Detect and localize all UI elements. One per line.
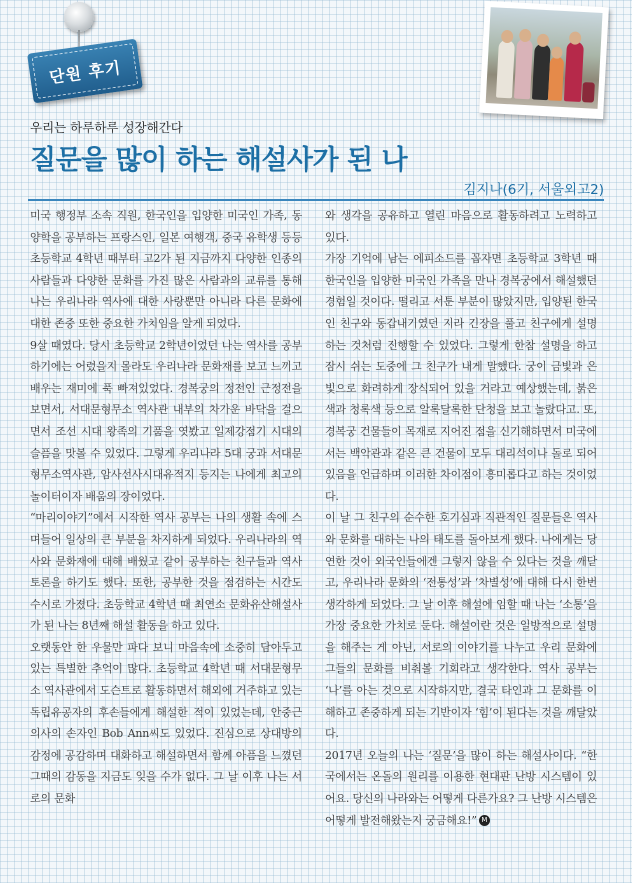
paragraph: 미국 행정부 소속 직원, 한국인을 입양한 미국인 가족, 동양학을 공부하는 프랑스인, 일본 여행객, 중국 유학생 등등 초등학교 4학년 때부터 고2가 된 지금까지 다양한 인종의 사람들과 다양한 문화를 가진 많은 사람과의 교류를 통해 나는 우리나라 역사에 대한 사랑뿐만 아니라 다른 문화에 대한 존중 또한 중요한 가치임을 알게 되었다. [30, 209, 302, 330]
article-subtitle: 우리는 하루하루 성장해간다 [30, 120, 183, 135]
badge-label: 단원 후기 [47, 57, 123, 87]
paragraph: 오랫동안 한 우물만 파다 보니 마음속에 소중히 담아두고 있는 특별한 추억이 많다. 초등학교 4학년 때 서대문형무소 역사관에서 도슨트로 활동하면서 해외에 거주하고 있는 독립유공자의 후손들에게 해설한 적이 있었는데, 안중근 의사의 손자인 Bob Ann씨도 있었다. 진심으로 상대방의 감정에 공감하며 대화하고 해설하면서 함께 아픔을 느꼈던 그때의 감동을 지금도 잊을 수가 없다. 그 날 이후 나는 서로의 문화 [30, 640, 302, 806]
paragraph-final [325, 745, 597, 831]
group-photo [479, 1, 609, 119]
article-column-left [30, 205, 302, 810]
title-divider [28, 199, 604, 201]
paragraph: “마리이야기”에서 시작한 역사 공부는 나의 생활 속에 스며들어 일상의 큰 부분을 차지하게 되었다. 우리나라의 역사와 문화재에 대해 배웠고 같이 공부하는 친구들과 역사 토론을 하기도 했다. 또한, 공부한 것을 점검하는 시간도 수시로 가졌다. 초등학교 4학년 때 최연소 문화유산해설사가 된 나는 8년째 해설 활동을 하고 있다. [30, 511, 302, 633]
article-title: 질문을 많이 하는 해설사가 된 나 [30, 145, 408, 176]
photo-image [486, 7, 603, 109]
author-byline: 김지나(6기, 서울외고2) [463, 182, 604, 198]
paragraph: 가장 기억에 남는 에피소드를 꼽자면 초등학교 3학년 때 한국인을 입양한 미국인 가족을 만나 경복궁에서 해설했던 경험일 것이다. 떨리고 서툰 부분이 많았지만, 입양된 한국인 친구와 동갑내기였던 지라 긴장을 풀고 친구에게 설명하는 것처럼 진행할 수 있었다. 그렇게 한참 설명을 하고 잠시 쉬는 도중에 그 친구가 내게 말했다. 궁이 금빛과 은빛으로 화려하게 장식되어 있을 거라고 예상했는데, 붉은색과 청록색 등으로 알록달록한 단청을 보고 놀랐다고. 또, 경복궁 건물들이 목재로 지어진 점을 신기해하면서 미국에서는 백악관과 같은 큰 건물이 모두 대리석이나 돌로 되어있음을 언급하며 이러한 차이점이 흥미롭다고 하는 것이었다. [325, 252, 597, 503]
pushpin-icon [64, 2, 94, 32]
paragraph: 와 생각을 공유하고 열린 마음으로 활동하려고 노력하고 있다. [325, 209, 597, 244]
paragraph: 이 날 그 친구의 순수한 호기심과 직관적인 질문들은 역사와 문화를 대하는 나의 태도를 돌아보게 했다. 나에게는 당연한 것이 외국인들에겐 그렇지 않을 수 있다는 것을 깨닫고, 우리나라 문화의 ‘전통성’과 ‘차별성’에 대해 다시 한번 생각하게 되었다. 그 날 이후 해설에 임할 때 나는 ‘소통’을 가장 중요한 가치로 둔다. 해설이란 것은 일방적으로 설명을 해주는 게 아닌, 서로의 이야기를 나누고 우리 문화에 그들의 문화를 비춰볼 기회라고 생각한다. 역사 공부는 ‘나’를 아는 것으로 시작하지만, 결국 타인과 그 문화를 이해하고 존중하게 되는 기반이자 ‘힘’이 된다는 것을 깨달았다. [325, 511, 597, 741]
section-badge [27, 39, 143, 104]
paragraph-final-text: 2017년 오늘의 나는 ‘질문’을 많이 하는 해설사이다. “한국에서는 온돌의 원리를 이용한 현대판 난방 시스템이 있어요. 당신의 나라와는 어떻게 다른가요? 그 난방 시스템은 어떻게 발전해왔는지 궁금해요!” [325, 748, 597, 827]
end-mark-icon: M [479, 815, 490, 826]
article-column-right [325, 205, 597, 831]
paragraph: 9살 때였다. 당시 초등학교 2학년이었던 나는 역사를 공부하기에는 어렸을지 몰라도 우리나라 문화재를 보고 느끼고 배우는 재미에 푹 빠져있었다. 경복궁의 정전인 근정전을 보면서, 서대문형무소 역사관 내부의 차가운 바닥을 걸으면서 조선 시대 왕족의 기품을 엿봤고 일제강점기 시대의 슬픔을 맛볼 수 있었다. 그렇게 우리나라 5대 궁과 서대문형무소역사관, 암사선사시대유적지 등지는 나에게 최고의 놀이터이자 배움의 장이었다. [30, 338, 302, 503]
